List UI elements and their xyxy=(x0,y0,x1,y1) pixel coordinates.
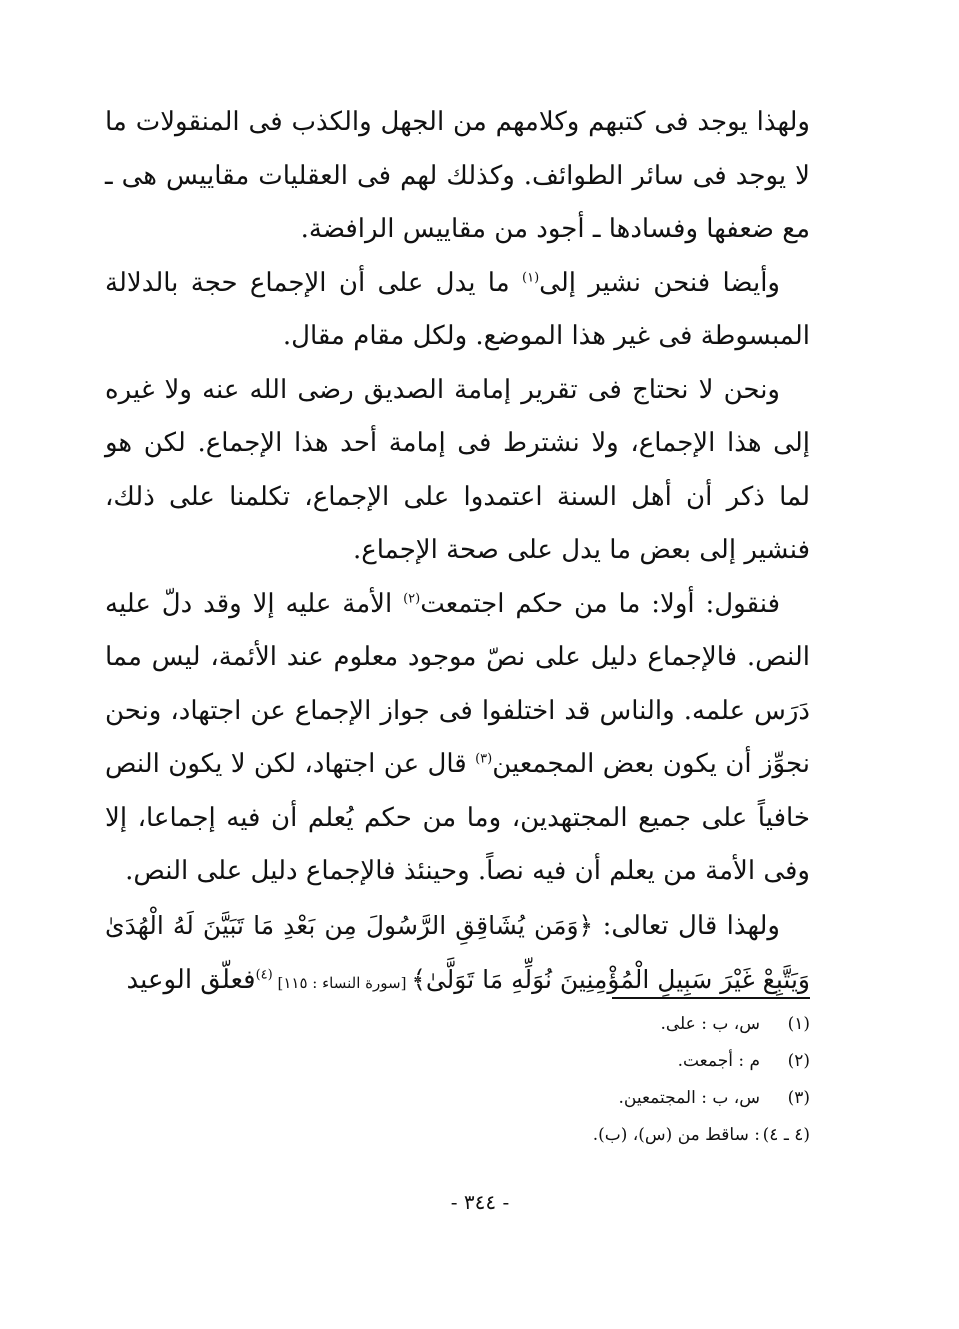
paragraph-text: قال عن اجتهاد، لكن لا يكون النص خافياً على جميع المجتهدين، وما من حكم يُعلم أن فيه إجماعا، إلا وفى الأمة من يعلم أن فيه نصاً. وحينئذ فالإجماع دليل على النص. xyxy=(105,749,810,886)
main-text-block xyxy=(105,96,810,1011)
footnote-number: (١) xyxy=(787,1014,810,1034)
paragraph-text: وأيضا فنحن نشير إلى xyxy=(539,267,780,298)
footnote-reference: (٣) xyxy=(475,751,493,767)
footnote-text: س، ب : المجتمعين. xyxy=(618,1088,760,1108)
paragraph xyxy=(105,96,810,257)
paragraph xyxy=(105,578,810,899)
footnote-reference: (١) xyxy=(522,269,540,285)
footnote-1 xyxy=(400,1006,810,1043)
paragraph-text: فعلّق الوعيد xyxy=(126,965,256,995)
footnote-3 xyxy=(400,1080,810,1117)
footnote-number: (٤ ـ ٤) xyxy=(762,1125,810,1145)
paragraph-text: فنقول: أولا: ما من حكم اجتمعت xyxy=(420,588,780,619)
footnote-text: س، ب : على. xyxy=(660,1014,760,1034)
paragraph-text: ولهذا يوجد فى كتبهم وكلامهم من الجهل والكذب فى المنقولات ما لا يوجد فى سائر الطوائف. وكذلك لهم فى العقليات مقاييس هى ـ مع ضعفها وفسادها ـ أجود من مقاييس الرافضة. xyxy=(105,107,810,244)
footnote-number: (٢) xyxy=(787,1051,810,1071)
paragraph-text: الأمة عليه إلا وقد دلّ عليه النص. فالإجماع دليل على نصّ موجود معلوم عند الأئمة، ليس مما دَرَس علمه. والناس قد اختلفوا فى جواز الإجماع عن اجتهاد، ونحن نجوِّز أن يكون بعض المجمعين xyxy=(105,588,811,779)
footnote-4 xyxy=(400,1117,810,1154)
footnote-separator-line xyxy=(612,997,810,999)
footnote-number: (٣) xyxy=(787,1088,810,1108)
surah-citation: [سورة النساء : ١١٥] xyxy=(272,974,412,992)
paragraph xyxy=(105,257,810,364)
page-number: - ٣٤٤ - xyxy=(450,1190,510,1214)
paragraph-text: ونحن لا نحتاج فى تقرير إمامة الصديق رضى الله عنه ولا غيره إلى هذا الإجماع، ولا نشترط فى إمامة أحد هذا الإجماع. لكن هو لما ذكر أن أهل السنة اعتمدوا على الإجماع، تكلمنا على ذلك، فنشير إلى بعض ما يدل على صحة الإجماع. xyxy=(105,374,810,565)
paragraph-text: ولهذا قال تعالى: xyxy=(593,910,780,941)
paragraph-text: ما يدل على أن الإجماع حجة بالدلالة المبسوطة فى غير هذا الموضع. ولكل مقام مقال. xyxy=(105,267,810,351)
footnotes-block xyxy=(400,1006,810,1154)
footnote-reference: (٢) xyxy=(403,590,421,606)
footnote-reference: (٤) xyxy=(255,967,273,983)
paragraph xyxy=(105,899,810,1011)
paragraph xyxy=(105,364,810,578)
footnote-2 xyxy=(400,1043,810,1080)
footnote-text: م : أجمعت. xyxy=(677,1051,760,1071)
quran-verse: ﴿وَمَن يُشَاقِقِ الرَّسُولَ مِن بَعْدِ مَا تَبَيَّنَ لَهُ الْهُدَىٰ وَيَتَّبِعْ غَيْرَ سَبِيلِ الْمُؤْمِنِينَ نُوَلِّهِ مَا تَوَلَّىٰ﴾ xyxy=(105,910,810,994)
footnote-text: : ساقط من (س)، (ب). xyxy=(592,1125,760,1145)
